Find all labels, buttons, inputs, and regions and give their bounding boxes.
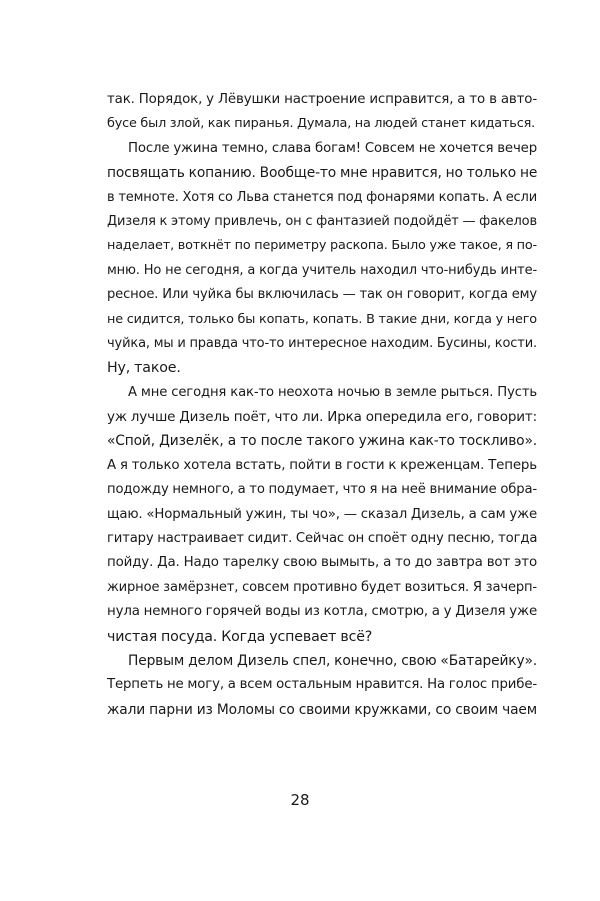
text-line: гитару настраивает сидит. Сейчас он споёт одну песню, тогда (107, 531, 538, 547)
body-text (107, 88, 537, 722)
page-number: 28 (290, 791, 310, 809)
text-line: Ну, такое. (107, 360, 181, 377)
text-line: нула немного горячей воды из котла, смотрю, а у Дизеля уже (107, 604, 538, 620)
text-line: щаю. «Нормальный ужин, ты чо», — сказал Дизель, а сам уже (107, 506, 537, 522)
text-line: жирное замёрзнет, совсем противно будет возиться. Я зачерп- (107, 579, 537, 595)
text-line: пойду. Да. Надо тарелку свою вымыть, а то до завтра вот это (107, 555, 537, 571)
text-line: так. Порядок, у Лёвушки настроение исправится, а то в авто- (107, 92, 537, 107)
text-line: «Спой, Дизелёк, а то после такого ужина как-то тоскливо». (107, 433, 537, 450)
text-line: А я только хотела встать, пойти в гости к креженцам. Теперь (107, 457, 537, 473)
text-line: жали парни из Моломы со своими кружками, со своим чаем (107, 701, 537, 718)
text-line: чуйка, мы и правда что-то интересное находим. Бусины, кости. (107, 335, 537, 351)
text-line: чистая посуда. Когда успевает всё? (107, 628, 373, 645)
text-line: в темноте. Хотя со Льва станется под фонарями копать. А если (107, 189, 537, 205)
text-line: После ужина темно, слава богам! Совсем не хочется вечер (128, 140, 537, 156)
text-line: не сидится, только бы копать, копать. В такие дни, когда у него (107, 311, 537, 327)
text-line: А мне сегодня как-то неохота ночью в земле рыться. Пусть (128, 384, 537, 400)
text-line: уж лучше Дизель поёт, что ли. Ирка опередила его, говорит: (107, 409, 537, 426)
text-line: наделает, воткнёт по периметру раскопа. Было уже такое, я по- (107, 238, 537, 254)
text-line: мню. Но не сегодня, а когда учитель находил что-нибудь инте- (107, 262, 537, 278)
text-line: подожду немного, а то подумает, что я на неё внимание обра- (107, 482, 537, 498)
text-line: ресное. Или чуйка бы включилась — так он говорит, когда ему (107, 287, 537, 303)
text-line: посвящать копанию. Вообще-то мне нравится, но только не (107, 165, 538, 182)
text-line: Дизеля к этому привлечь, он с фантазией подойдёт — факелов (107, 213, 537, 229)
text-line: Первым делом Дизель спел, конечно, свою «Батарейку». (128, 652, 537, 669)
text-line: бусе был злой, как пиранья. Думала, на людей станет кидаться. (107, 116, 536, 132)
text-line: Терпеть не могу, а всем остальным нравится. На голос прибе- (107, 677, 537, 693)
